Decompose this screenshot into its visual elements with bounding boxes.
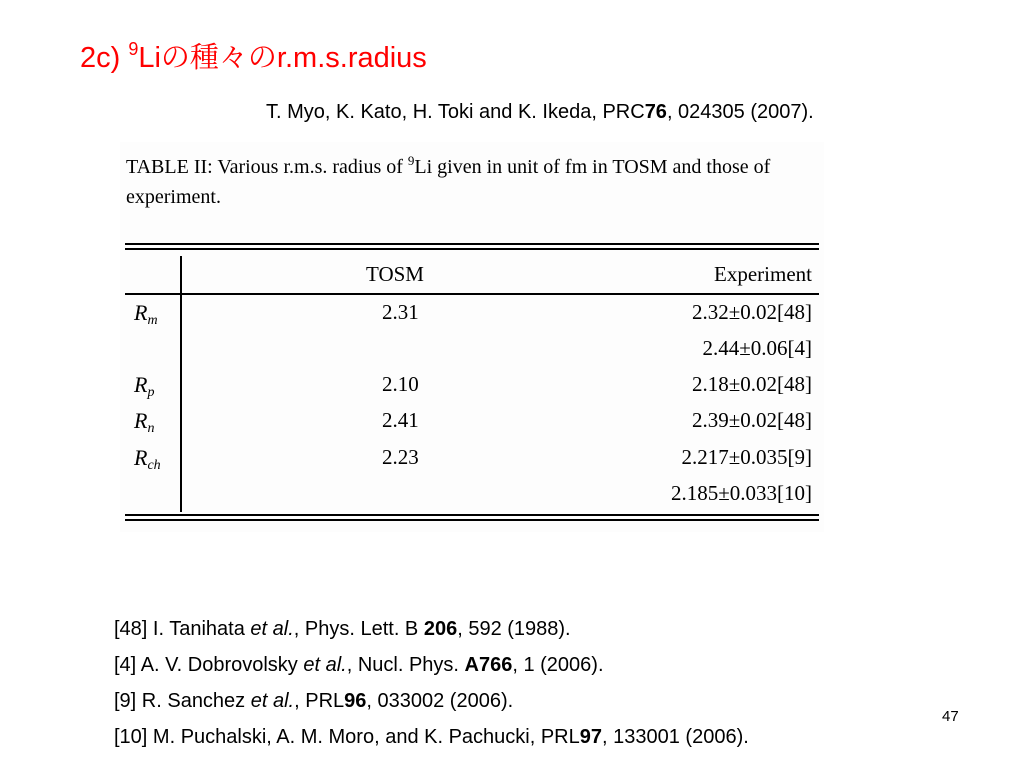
table-top-rule-2 — [125, 248, 819, 250]
reference-item: [4] A. V. Dobrovolsky et al., Nucl. Phys. A766, 1 (2006). — [114, 654, 604, 676]
tosm-value: 2.10 — [382, 372, 419, 396]
reference-item: [48] I. Tanihata et al., Phys. Lett. B 206, 592 (1988). — [114, 618, 571, 640]
source-citation — [266, 101, 814, 124]
experiment-value: 2.32±0.02[48] — [691, 300, 812, 324]
slide-title — [80, 38, 427, 78]
table-top-rule-1 — [125, 243, 819, 245]
row-label: $R_{ch}$ — [134, 445, 161, 473]
citation-volume: 76 — [644, 101, 667, 123]
tosm-value: 2.41 — [382, 408, 419, 432]
reference-item: [9] R. Sanchez et al., PRL96, 033002 (2006). — [114, 690, 514, 712]
row-label: $R_p$ — [134, 372, 155, 400]
reference-list — [114, 611, 749, 755]
experiment-value: 2.217±0.035[9] — [681, 445, 812, 469]
citation-rest: , 024305 (2007). — [666, 101, 814, 123]
title-superscript: 9 — [128, 39, 139, 59]
row-label: $R_n$ — [134, 408, 155, 436]
title-prefix: 2c) — [80, 42, 129, 74]
col-header-experiment: Experiment — [714, 262, 812, 286]
experiment-value: 2.39±0.02[48] — [691, 408, 812, 432]
reference-item: [10] M. Puchalski, A. M. Moro, and K. Pachucki, PRL97, 133001 (2006). — [114, 726, 749, 748]
caption-text-2: Li given in unit of fm in TOSM and those of experiment. — [126, 156, 771, 208]
page-number: 47 — [942, 708, 959, 725]
title-main: Liの種々のr.m.s.radius — [138, 42, 427, 74]
table-header-rule — [125, 293, 819, 295]
table-caption — [126, 152, 824, 212]
table-bottom-rule-1 — [125, 514, 819, 516]
citation-authors: T. Myo, K. Kato, H. Toki and K. Ikeda, PRC — [266, 101, 645, 123]
experiment-value: 2.18±0.02[48] — [691, 372, 812, 396]
caption-sup: 9 — [407, 153, 415, 168]
caption-text-1: TABLE II: Various r.m.s. radius of — [126, 156, 408, 178]
experiment-value: 2.44±0.06[4] — [702, 336, 812, 360]
experiment-value: 2.185±0.033[10] — [670, 481, 812, 505]
tosm-value: 2.31 — [382, 300, 419, 324]
row-label: $R_m$ — [134, 300, 158, 328]
table-bottom-rule-2 — [125, 519, 819, 521]
tosm-value: 2.23 — [382, 445, 419, 469]
table-image — [120, 142, 824, 532]
col-header-tosm: TOSM — [366, 262, 424, 286]
